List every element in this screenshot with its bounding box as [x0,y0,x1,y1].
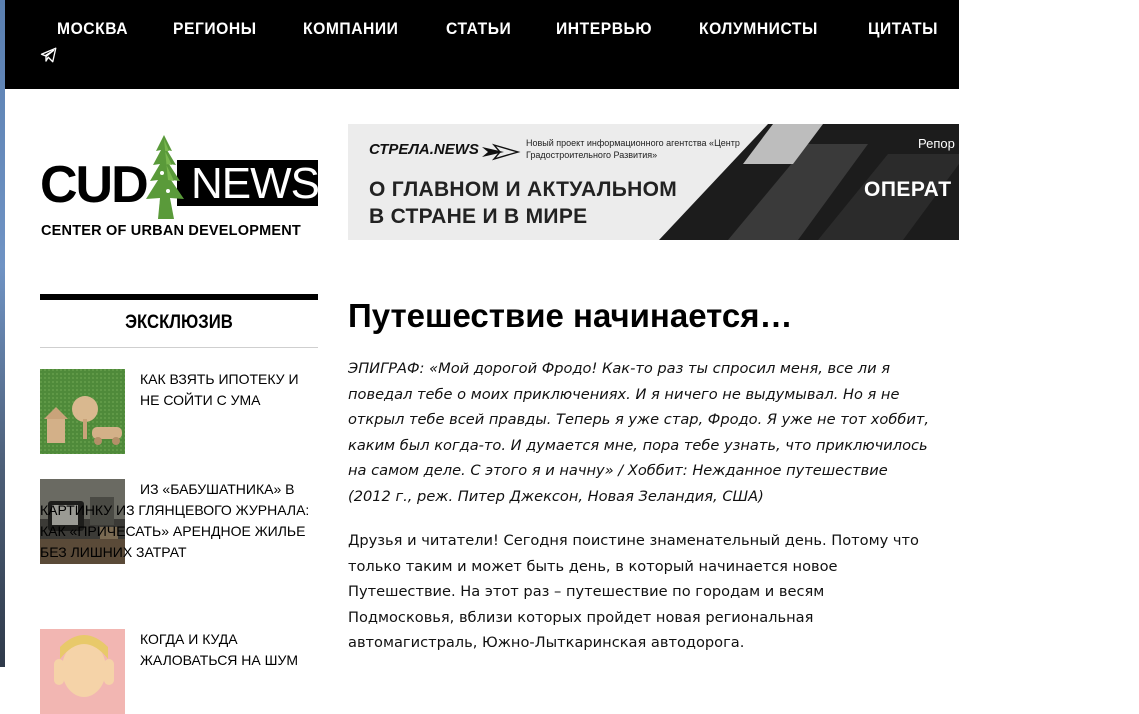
arrow-logo-icon [482,143,518,161]
site-logo[interactable] [40,133,320,243]
sidebar-item-title[interactable]: ИЗ «БАБУШАТНИКА» В КАРТИНКУ ИЗ ГЛЯНЦЕВОГО ЖУРНАЛА: КАК «ПРИЧЕСАТЬ» АРЕНДНОЕ ЖИЛЬЕ БЕЗ ЛИШНИХ ЗАТРАТ [40,481,310,560]
nav-item-interviews[interactable]: ИНТЕРВЬЮ [556,19,653,38]
sidebar-item-title[interactable]: КОГДА И КУДА ЖАЛОВАТЬСЯ НА ШУМ [140,631,299,668]
page-edge-background [0,0,5,667]
nav-item-regions[interactable]: РЕГИОНЫ [173,19,257,38]
sidebar-divider [40,347,318,348]
banner-right-headline: ОПЕРАТ [864,178,952,201]
nav-item-quotes[interactable]: ЦИТАТЫ [867,19,938,38]
nav-item-columnists[interactable]: КОЛУМНИСТЫ [699,19,819,38]
banner-headline-line1: О ГЛАВНОМ И АКТУАЛЬНОМ [369,178,678,201]
woman-covering-ears-image [40,629,125,714]
article-title: Путешествие начинается… [348,297,793,334]
sidebar-section-title: ЭКСКЛЮЗИВ [125,312,233,333]
banner-headline [369,176,677,230]
nav-item-articles[interactable]: СТАТЬИ [446,19,512,38]
logo-news-wordmark: NEWS [191,159,319,208]
house-tree-car-image [40,369,125,454]
nav-item-companies[interactable]: КОМПАНИИ [303,19,399,38]
christmas-tree-icon [138,133,190,221]
banner-right-label: Репор [918,136,955,151]
nav-item-moscow[interactable]: МОСКВА [57,19,129,38]
sidebar-item-title[interactable]: КАК ВЗЯТЬ ИПОТЕКУ И НЕ СОЙТИ С УМА [140,371,299,408]
nav-item-documents[interactable]: ДОКУМЕНТЫ [982,19,1091,38]
banner-brand-subtitle: Новый проект информационного агентства «Центр Градостроительного Развития» [526,138,740,160]
advertising-banner[interactable] [348,124,959,240]
banner-brand: СТРЕЛА.NEWS [369,141,479,158]
article-epigraph: ЭПИГРАФ: «Мой дорогой Фродо! Как-то раз ты спросил меня, все ли я поведал тебе о моих приключениях. И я ничего не выдумывал. Но я не открыл тебе всей правды. Теперь я уже стар, Фродо. Я уже не тот хоббит, каким был когда-то. И думается мне, пора тебе узнать, что приключилось на самом деле. С этого я и начну» / Хоббит: Нежданное путешествие (2012 г., реж. Питер Джексон, Новая Зеландия, США) [348,360,929,505]
nav-menu [57,19,1139,39]
sidebar-top-bar [40,294,318,300]
sidebar-item-noise-complaint[interactable] [40,629,325,689]
logo-tagline: CENTER OF URBAN DEVELOPMENT [41,223,301,239]
telegram-icon[interactable] [40,46,58,64]
sidebar-item-rental-makeover[interactable] [40,479,325,609]
banner-headline-line2: В СТРАНЕ И В МИРЕ [369,205,588,228]
top-navigation [5,0,1091,89]
logo-cud-wordmark: CUD [40,156,147,214]
sidebar-item-mortgage[interactable] [40,369,325,454]
article-paragraph: Друзья и читатели! Сегодня поистине знаменательный день. Потому что только таким и может быть день, в который начинается новое Путешествие. На этот раз – путешествие по городам и весям Подмосковья, вблизи которых пройдет новая региональная автомагистраль, Южно-Лыткаринская автодорога. [348,532,919,652]
